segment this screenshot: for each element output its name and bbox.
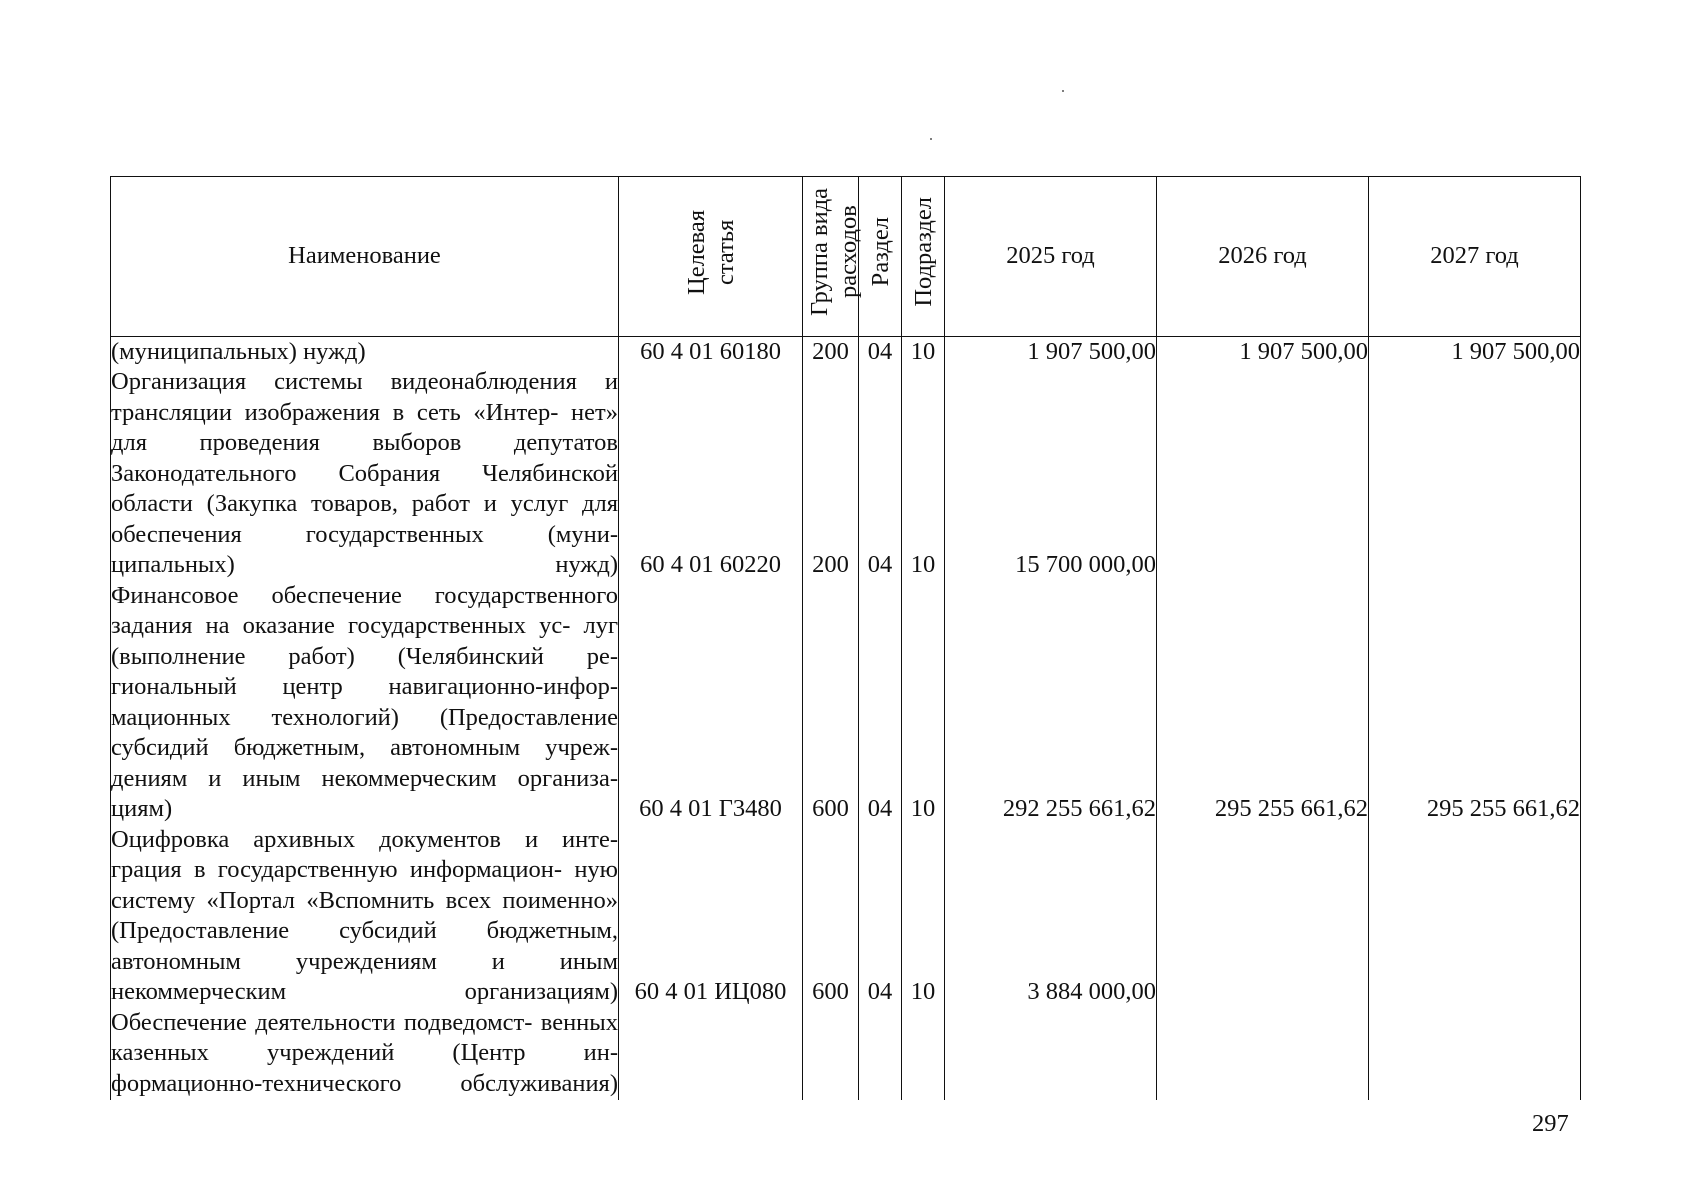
row-2026 <box>1157 367 1369 581</box>
row-group: 600 <box>803 825 859 1008</box>
header-target <box>619 177 803 337</box>
row-section: 04 <box>859 825 902 1008</box>
row-group: 200 <box>803 367 859 581</box>
row-name: Организация системы видеонаблюдения и трансляции изображения в сеть «Интер- нет» для проведения выборов депутатов Законодательного Собрания Челябинской области (Закупка товаров, работ и услуг для обеспечения государственных (муни- ципальных) нужд) <box>111 367 619 581</box>
table-row <box>111 336 1581 367</box>
row-name: (муниципальных) нужд) <box>111 336 619 367</box>
row-target-code: 60 4 01 Г3480 <box>619 581 803 825</box>
table-row <box>111 825 1581 1008</box>
header-section-text: Раздел <box>866 217 894 287</box>
row-2026: 295 255 661,62 <box>1157 581 1369 825</box>
row-group: 600 <box>803 581 859 825</box>
row-name: Обеспечение деятельности подведомст- венных казенных учреждений (Центр ин- формационно-технического обслуживания) <box>111 1008 619 1100</box>
row-2027: 295 255 661,62 <box>1369 581 1581 825</box>
row-name: Оцифровка архивных документов и инте- грация в государственную информацион- ную систему «Портал «Вспомнить всех поименно» (Предоставление субсидий бюджетным, автономным учреждениям и иным некоммерческим организациям) <box>111 825 619 1008</box>
row-subsection: 10 <box>902 581 945 825</box>
row-subsection: 10 <box>902 336 945 367</box>
header-name: Наименование <box>111 177 619 337</box>
header-target-text: Целевая статья <box>682 209 739 295</box>
row-subsection <box>902 1008 945 1100</box>
header-2026: 2026 год <box>1157 177 1369 337</box>
row-section: 04 <box>859 367 902 581</box>
header-subsection <box>902 177 945 337</box>
row-2027 <box>1369 825 1581 1008</box>
row-2025: 292 255 661,62 <box>945 581 1157 825</box>
row-2027 <box>1369 1008 1581 1100</box>
table-row <box>111 1008 1581 1100</box>
row-2027: 1 907 500,00 <box>1369 336 1581 367</box>
row-2025 <box>945 1008 1157 1100</box>
row-section: 04 <box>859 581 902 825</box>
table-row <box>111 581 1581 825</box>
row-group <box>803 1008 859 1100</box>
budget-table <box>110 176 1581 1100</box>
header-subsection-text: Подраздел <box>909 197 937 307</box>
row-target-code: 60 4 01 60220 <box>619 367 803 581</box>
row-target-code: 60 4 01 60180 <box>619 336 803 367</box>
table-header-row <box>111 177 1581 337</box>
row-2025: 3 884 000,00 <box>945 825 1157 1008</box>
header-2027: 2027 год <box>1369 177 1581 337</box>
page-number: 297 <box>1532 1110 1569 1137</box>
row-subsection: 10 <box>902 367 945 581</box>
row-2025: 1 907 500,00 <box>945 336 1157 367</box>
header-2025: 2025 год <box>945 177 1157 337</box>
scan-speck <box>1062 90 1064 92</box>
row-2026 <box>1157 825 1369 1008</box>
row-target-code: 60 4 01 ИЦ080 <box>619 825 803 1008</box>
header-group-text: Группа вида расходов <box>805 187 862 317</box>
row-2027 <box>1369 367 1581 581</box>
header-group <box>803 177 862 337</box>
row-2026: 1 907 500,00 <box>1157 336 1369 367</box>
row-section: 04 <box>859 336 902 367</box>
row-target-code <box>619 1008 803 1100</box>
row-2026 <box>1157 1008 1369 1100</box>
row-section <box>859 1008 902 1100</box>
scan-speck <box>930 138 932 140</box>
row-group: 200 <box>803 336 859 367</box>
table-row <box>111 367 1581 581</box>
row-name: Финансовое обеспечение государственного задания на оказание государственных ус- луг (выполнение работ) (Челябинский ре- гиональный центр навигационно-инфор- мационных технологий) (Предоставление субсидий бюджетным, автономным учреж- дениям и иным некоммерческим организа- циям) <box>111 581 619 825</box>
row-subsection: 10 <box>902 825 945 1008</box>
header-section <box>859 177 902 337</box>
row-2025: 15 700 000,00 <box>945 367 1157 581</box>
